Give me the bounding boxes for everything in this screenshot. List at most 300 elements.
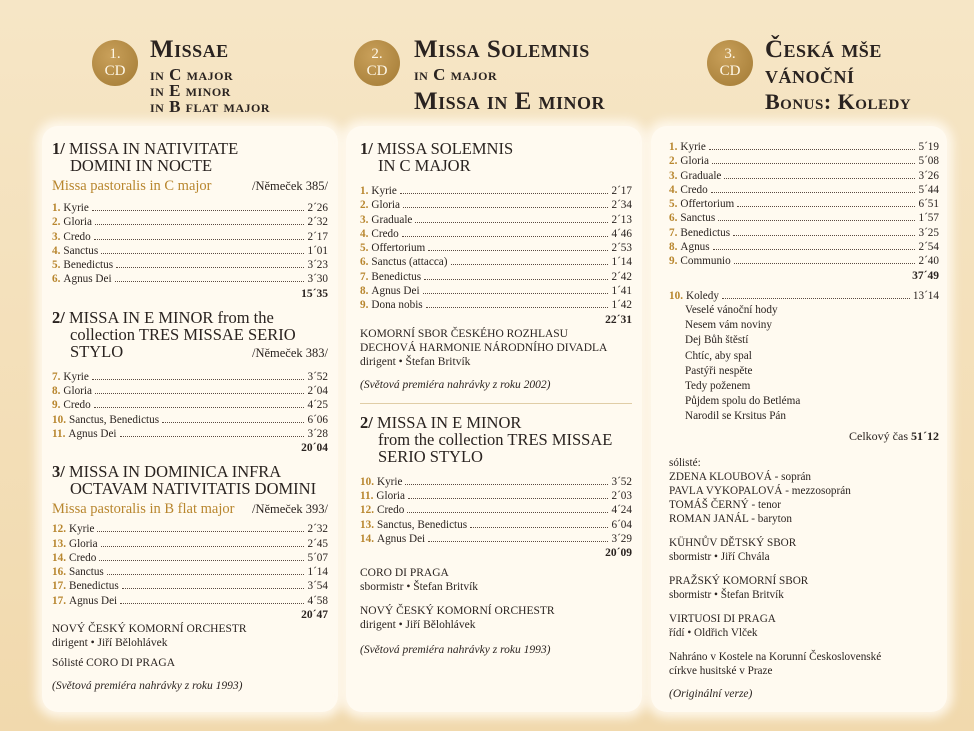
track-title: Gloria	[63, 385, 92, 398]
section-title-line: MISSA IN E MINOR from the	[68, 307, 274, 327]
track-number: 14.	[52, 551, 66, 564]
leader-dots	[733, 235, 915, 236]
cd2-conductor: dirigent • Štefan Britvík	[360, 355, 471, 368]
track-duration: 5´07	[307, 551, 328, 564]
track-duration: 2´32	[307, 523, 328, 536]
track-number: 12.	[52, 523, 66, 536]
track-number: 2.	[669, 155, 678, 168]
cd2-premiere-note2: (Světová premiéra nahrávky z roku 1993)	[360, 644, 551, 657]
track-number: 1.	[360, 185, 369, 197]
track-title: Sanctus, Benedictus	[376, 518, 468, 531]
track-title: Credo	[63, 399, 91, 412]
carol-item: Narodil se Krsitus Pán	[685, 410, 786, 423]
leader-dots	[162, 422, 304, 423]
cd3-disc-label: CD	[719, 63, 741, 79]
cd3-card	[651, 126, 947, 712]
track-row	[669, 154, 939, 168]
track-row	[52, 384, 328, 398]
track-title: Agnus Dei	[376, 532, 426, 545]
section-title-line: OCTAVAM NATIVITATIS DOMINI	[70, 479, 317, 499]
track-duration: 2´17	[611, 185, 632, 197]
cd2-orchestra2: NOVÝ ČESKÝ KOMORNÍ ORCHESTR	[360, 605, 555, 618]
cd1-column	[42, 22, 338, 712]
cd1-performer: NOVÝ ČESKÝ KOMORNÍ ORCHESTR	[52, 623, 247, 636]
track-row	[360, 298, 632, 312]
track-number: 9.	[669, 255, 678, 268]
track-row	[669, 211, 939, 225]
track-title: Graduale	[680, 169, 722, 182]
leader-dots	[415, 222, 608, 223]
track-number: 8.	[669, 241, 678, 254]
track-number: 2.	[52, 216, 61, 229]
cd1-card	[42, 126, 338, 712]
cd1-disc-number: 1.	[109, 46, 121, 62]
cd2-section2-title	[360, 414, 632, 465]
leader-dots	[451, 264, 609, 265]
cd1-section3-total: 20´47	[301, 609, 328, 622]
track-row	[669, 183, 939, 197]
track-row	[669, 169, 939, 183]
recording-location: církve husitské v Praze	[669, 664, 773, 677]
cd1-conductor: dirigent • Jiří Bělohlávek	[52, 637, 168, 650]
track-number: 3.	[360, 213, 369, 226]
track-duration: 1´57	[918, 212, 939, 225]
track-number: 4.	[52, 244, 61, 257]
section-title-line: MISSA IN E MINOR	[376, 412, 522, 432]
track-title: Kyrie	[371, 185, 397, 197]
leader-dots	[423, 293, 609, 294]
track-number: 14.	[360, 532, 374, 545]
track-duration: 1´14	[307, 566, 328, 579]
track-duration: 2´26	[307, 202, 328, 214]
section-number: 2/	[52, 307, 65, 327]
leader-dots	[95, 393, 305, 394]
track-number: 6.	[52, 273, 61, 286]
track-row	[669, 197, 939, 211]
track-title: Sanctus	[680, 212, 716, 225]
track-number: 12.	[360, 504, 374, 517]
cd2-title	[414, 37, 605, 115]
track-title: Credo	[376, 504, 405, 517]
track-number: 7.	[669, 226, 678, 239]
track-number: 11.	[52, 427, 66, 440]
cd1-section1-catalog: /Němeček 385/	[251, 179, 328, 193]
orchestra-leader: řídí • Oldřich Vlček	[669, 626, 758, 639]
track-number: 10.	[360, 475, 374, 488]
track-row	[360, 198, 632, 212]
leader-dots	[101, 546, 305, 547]
leader-dots	[115, 281, 305, 282]
cd3-total-time	[669, 429, 939, 444]
cd2-column	[346, 22, 642, 712]
choirmaster: sbormistr • Štefan Britvík	[669, 588, 784, 601]
track-title: Koledy	[685, 289, 719, 302]
track-title: Sanctus	[68, 566, 104, 579]
choir-name: KÜHNŮV DĚTSKÝ SBOR	[669, 536, 797, 549]
track-row	[52, 413, 328, 427]
track-row	[669, 289, 939, 303]
divider	[360, 403, 632, 404]
cd1-title-line: in E minor	[150, 81, 231, 100]
section-title-line: IN C MAJOR	[378, 156, 471, 175]
cd1-title-line: in C major	[150, 65, 234, 84]
leader-dots	[92, 210, 305, 211]
cd2-choir: KOMORNÍ SBOR ČESKÉHO ROZHLASU	[360, 327, 568, 340]
leader-dots	[722, 298, 910, 299]
leader-dots	[408, 498, 609, 499]
leader-dots	[711, 192, 916, 193]
track-duration: 1´41	[611, 285, 632, 298]
track-duration: 13´14	[912, 289, 939, 302]
cd3-title-main: Česká mše	[765, 36, 882, 63]
leader-dots	[400, 193, 609, 194]
cd2-card	[346, 126, 642, 712]
track-duration: 6´51	[918, 198, 939, 211]
leader-dots	[107, 574, 305, 575]
track-duration: 4´25	[307, 399, 328, 412]
section-title-line: SERIO STYLO	[378, 446, 483, 466]
track-duration: 3´28	[307, 427, 328, 440]
cd3-version-note: (Originální verze)	[669, 687, 753, 700]
track-title: Gloria	[680, 155, 709, 168]
track-number: 6.	[360, 256, 369, 269]
cd3-header	[651, 22, 947, 126]
section-title-line: MISSA SOLEMNIS	[376, 139, 514, 158]
track-title: Agnus Dei	[68, 427, 117, 440]
cd1-section3-subtitle: Missa pastoralis in B flat major	[52, 501, 235, 518]
cd2-section2-total: 20´09	[605, 547, 632, 560]
total-value: 51´12	[911, 428, 939, 443]
cd1-soloists: Sólisté CORO DI PRAGA	[52, 657, 176, 670]
cd2-orchestra: DECHOVÁ HARMONIE NÁRODNÍHO DIVADLA	[360, 341, 608, 354]
leader-dots	[470, 527, 608, 528]
track-title: Offertorium	[371, 242, 426, 255]
cd1-section3-catalog: /Němeček 393/	[251, 502, 328, 517]
leader-dots	[402, 236, 609, 237]
track-row	[52, 565, 328, 579]
track-number: 13.	[52, 537, 66, 550]
cd1-section2-tracklist	[52, 370, 328, 441]
cd2-disc-number: 2.	[371, 46, 383, 62]
cd1-disc-badge	[92, 40, 138, 86]
track-number: 13.	[360, 518, 374, 531]
track-title: Sanctus	[63, 244, 99, 257]
track-title: Kyrie	[63, 202, 89, 214]
track-row	[360, 227, 632, 241]
cd1-disc-label: CD	[104, 63, 126, 79]
cd2-conductor2: dirigent • Jiří Bělohlávek	[360, 619, 476, 632]
track-title: Credo	[63, 230, 91, 243]
track-number: 8.	[52, 385, 61, 398]
track-title: Graduale	[371, 213, 413, 226]
leader-dots	[99, 560, 304, 561]
cd3-title-bonus: Bonus: Koledy	[765, 89, 912, 114]
track-number: 9.	[52, 399, 61, 412]
track-row	[52, 522, 328, 536]
track-duration: 4´46	[611, 227, 632, 240]
track-number: 9.	[360, 299, 369, 312]
track-row	[52, 594, 328, 608]
track-row	[52, 551, 328, 565]
track-row	[52, 398, 328, 412]
cd2-premiere-note: (Světová premiéra nahrávky z roku 2002)	[360, 378, 551, 391]
track-duration: 2´42	[611, 270, 632, 283]
track-row	[360, 475, 632, 489]
track-title: Sanctus, Benedictus	[68, 413, 160, 426]
track-row	[669, 254, 939, 268]
cd2-title-line: in C major	[414, 65, 498, 84]
leader-dots	[92, 379, 305, 380]
orchestra-name: VIRTUOSI DI PRAGA	[669, 612, 776, 625]
track-number: 7.	[360, 270, 369, 283]
track-duration: 3´29	[611, 532, 632, 545]
track-duration: 1´01	[307, 244, 328, 257]
section-title-line: from the collection TRES MISSAE	[378, 429, 613, 449]
leader-dots	[95, 224, 305, 225]
cd1-section3-title	[52, 463, 328, 497]
track-title: Kyrie	[68, 523, 95, 536]
cd1-header	[42, 22, 338, 126]
track-title: Agnus Dei	[63, 273, 112, 286]
track-duration: 3´52	[307, 370, 328, 383]
track-title: Gloria	[63, 216, 92, 229]
cd3-title-main2: vánoční	[765, 62, 855, 89]
track-duration: 2´17	[307, 230, 328, 243]
track-row	[360, 489, 632, 503]
track-row	[52, 201, 328, 215]
track-number: 3.	[669, 169, 678, 182]
leader-dots	[734, 263, 916, 264]
cd3-tracklist	[669, 140, 939, 269]
track-row	[360, 503, 632, 517]
track-title: Agnus Dei	[68, 594, 118, 607]
leader-dots	[424, 279, 608, 280]
track-row	[52, 258, 328, 272]
track-duration: 1´42	[611, 299, 632, 312]
track-row	[360, 255, 632, 269]
track-duration: 2´13	[611, 213, 632, 226]
track-duration: 2´04	[307, 385, 328, 398]
track-title: Kyrie	[63, 370, 89, 383]
leader-dots	[120, 603, 304, 604]
cd2-section1-title	[360, 140, 632, 174]
cd3-title	[765, 37, 911, 115]
track-number: 17.	[52, 594, 66, 607]
carol-item: Půjdem spolu do Betléma	[685, 395, 801, 408]
section-number: 2/	[360, 412, 373, 432]
track-number: 7.	[52, 370, 61, 383]
carol-item: Dej Bůh štěstí	[685, 334, 749, 347]
carol-item: Tedy poženem	[685, 379, 751, 392]
track-duration: 6´06	[307, 413, 328, 426]
section-title-line: collection TRES MISSAE SERIO	[70, 324, 296, 344]
track-duration: 4´24	[611, 504, 632, 517]
track-title: Kyrie	[376, 475, 403, 488]
track-row	[52, 537, 328, 551]
track-duration: 2´34	[611, 199, 632, 212]
track-duration: 2´03	[611, 489, 632, 502]
track-row	[52, 427, 328, 441]
track-duration: 2´32	[307, 216, 328, 229]
track-duration: 2´40	[918, 255, 939, 268]
cd1-title-main: Missae	[150, 36, 229, 63]
cd3-column	[651, 22, 947, 712]
carol-item: Pastýři nespěte	[685, 364, 753, 377]
soloist: TOMÁŠ ČERNÝ - tenor	[669, 498, 781, 511]
track-row	[52, 579, 328, 593]
track-title: Sanctus (attacca)	[371, 256, 448, 269]
cd3-disc-number: 3.	[724, 46, 736, 62]
choirmaster: sbormistr • Jiří Chvála	[669, 550, 770, 563]
track-title: Benedictus	[371, 270, 422, 283]
track-duration: 5´08	[918, 155, 939, 168]
track-row	[52, 215, 328, 229]
track-number: 10.	[52, 413, 66, 426]
track-number: 8.	[360, 285, 369, 298]
track-row	[360, 270, 632, 284]
section-title-line: MISSA IN DOMINICA INFRA	[68, 462, 282, 482]
leader-dots	[120, 436, 305, 437]
track-number: 5.	[360, 242, 369, 255]
total-label: Celkový čas	[849, 428, 908, 443]
track-duration: 1´14	[611, 256, 632, 269]
cd1-section2-catalog: /Němeček 383/	[251, 345, 328, 360]
leader-dots	[94, 239, 305, 240]
cd2-disc-label: CD	[366, 63, 388, 79]
cd3-total: 37´49	[912, 269, 939, 282]
leader-dots	[403, 207, 609, 208]
track-number: 6.	[669, 212, 678, 225]
track-title: Kyrie	[680, 141, 706, 153]
track-row	[360, 184, 632, 198]
cd1-section1-title	[52, 140, 328, 174]
track-number: 5.	[52, 259, 61, 272]
cd1-section1-subtitle: Missa pastoralis in C major	[52, 178, 212, 194]
track-number: 11.	[360, 489, 374, 502]
track-row	[360, 284, 632, 298]
track-title: Credo	[680, 183, 708, 196]
cd2-choir2: CORO DI PRAGA	[360, 567, 449, 580]
track-row	[669, 226, 939, 240]
cd2-choirmaster: sbormistr • Štefan Britvík	[360, 581, 479, 594]
track-row	[52, 272, 328, 286]
track-number: 1.	[669, 141, 678, 153]
cd1-title	[150, 37, 270, 115]
track-row	[669, 240, 939, 254]
leader-dots	[709, 149, 916, 150]
track-title: Agnus	[680, 241, 710, 254]
leader-dots	[426, 307, 609, 308]
track-number: 5.	[669, 198, 678, 211]
leader-dots	[407, 512, 608, 513]
cd3-disc-badge	[707, 40, 753, 86]
track-title: Dona nobis	[371, 299, 423, 312]
track-title: Gloria	[68, 537, 98, 550]
cd2-disc-badge	[354, 40, 400, 86]
track-duration: 2´45	[307, 537, 328, 550]
soloist: ROMAN JANÁL - baryton	[669, 512, 792, 525]
track-title: Gloria	[376, 489, 405, 502]
track-title: Benedictus	[63, 259, 114, 272]
track-row	[669, 140, 939, 154]
cd1-section2-total: 20´04	[301, 442, 328, 455]
track-duration: 4´58	[307, 594, 328, 607]
leader-dots	[405, 484, 608, 485]
carol-item: Nesem vám noviny	[685, 319, 772, 332]
cd1-section1-tracklist	[52, 201, 328, 287]
leader-dots	[428, 541, 608, 542]
section-number: 1/	[52, 139, 65, 158]
cd1-premiere-note: (Světová premiéra nahrávky z roku 1993)	[52, 680, 243, 693]
track-title: Benedictus	[680, 226, 731, 239]
track-title: Offertorium	[680, 198, 735, 211]
leader-dots	[94, 407, 305, 408]
track-number: 4.	[360, 227, 369, 240]
cd2-section1-total: 22´31	[605, 313, 632, 326]
cd1-section1-total: 15´35	[301, 287, 328, 300]
track-title: Agnus Dei	[371, 285, 420, 298]
track-row	[52, 370, 328, 384]
track-duration: 3´25	[918, 226, 939, 239]
track-row	[360, 518, 632, 532]
section-title-line: DOMINI IN NOCTE	[70, 156, 213, 175]
track-number: 1.	[52, 202, 61, 214]
leader-dots	[713, 249, 916, 250]
cd1-section2-title	[52, 309, 328, 362]
track-duration: 3´26	[918, 169, 939, 182]
recording-location: Nahráno v Kostele na Korunní Československé	[669, 650, 882, 663]
track-title: Credo	[371, 227, 399, 240]
track-duration: 5´44	[918, 183, 939, 196]
cd2-title-main: Missa Solemnis	[414, 36, 590, 63]
section-number: 3/	[52, 462, 65, 482]
track-title: Credo	[68, 551, 97, 564]
track-duration: 2´53	[611, 242, 632, 255]
carol-item: Veselé vánoční hody	[685, 303, 778, 316]
soloist: PAVLA VYKOPALOVÁ - mezzosoprán	[669, 484, 851, 497]
leader-dots	[122, 588, 305, 589]
cd2-header	[346, 22, 642, 126]
track-title: Gloria	[371, 199, 400, 212]
track-number: 17.	[52, 580, 66, 593]
carol-item: Chtíc, aby spal	[685, 349, 752, 362]
track-number: 10.	[669, 289, 683, 302]
cd1-title-line: in B flat major	[150, 97, 271, 116]
track-title: Benedictus	[68, 580, 119, 593]
track-row	[52, 244, 328, 258]
cd2-section1-tracklist	[360, 184, 632, 313]
track-duration: 3´23	[307, 259, 328, 272]
track-row	[360, 532, 632, 546]
section-number: 1/	[360, 139, 373, 158]
section-title-line: MISSA IN NATIVITATE	[68, 139, 239, 158]
track-title: Communio	[680, 255, 731, 268]
choir-name: PRAŽSKÝ KOMORNÍ SBOR	[669, 574, 809, 587]
track-number: 3.	[52, 230, 61, 243]
soloist: ZDENA KLOUBOVÁ - soprán	[669, 470, 812, 483]
track-row	[360, 213, 632, 227]
cd2-title-second: Missa in E minor	[414, 88, 606, 115]
track-number: 16.	[52, 566, 66, 579]
leader-dots	[97, 531, 304, 532]
track-duration: 5´19	[918, 141, 939, 153]
leader-dots	[116, 267, 304, 268]
leader-dots	[724, 178, 915, 179]
soloists-label: sólisté:	[669, 456, 701, 469]
track-number: 2.	[360, 199, 369, 212]
track-duration: 6´04	[611, 518, 632, 531]
cd2-section2-tracklist	[360, 475, 632, 546]
